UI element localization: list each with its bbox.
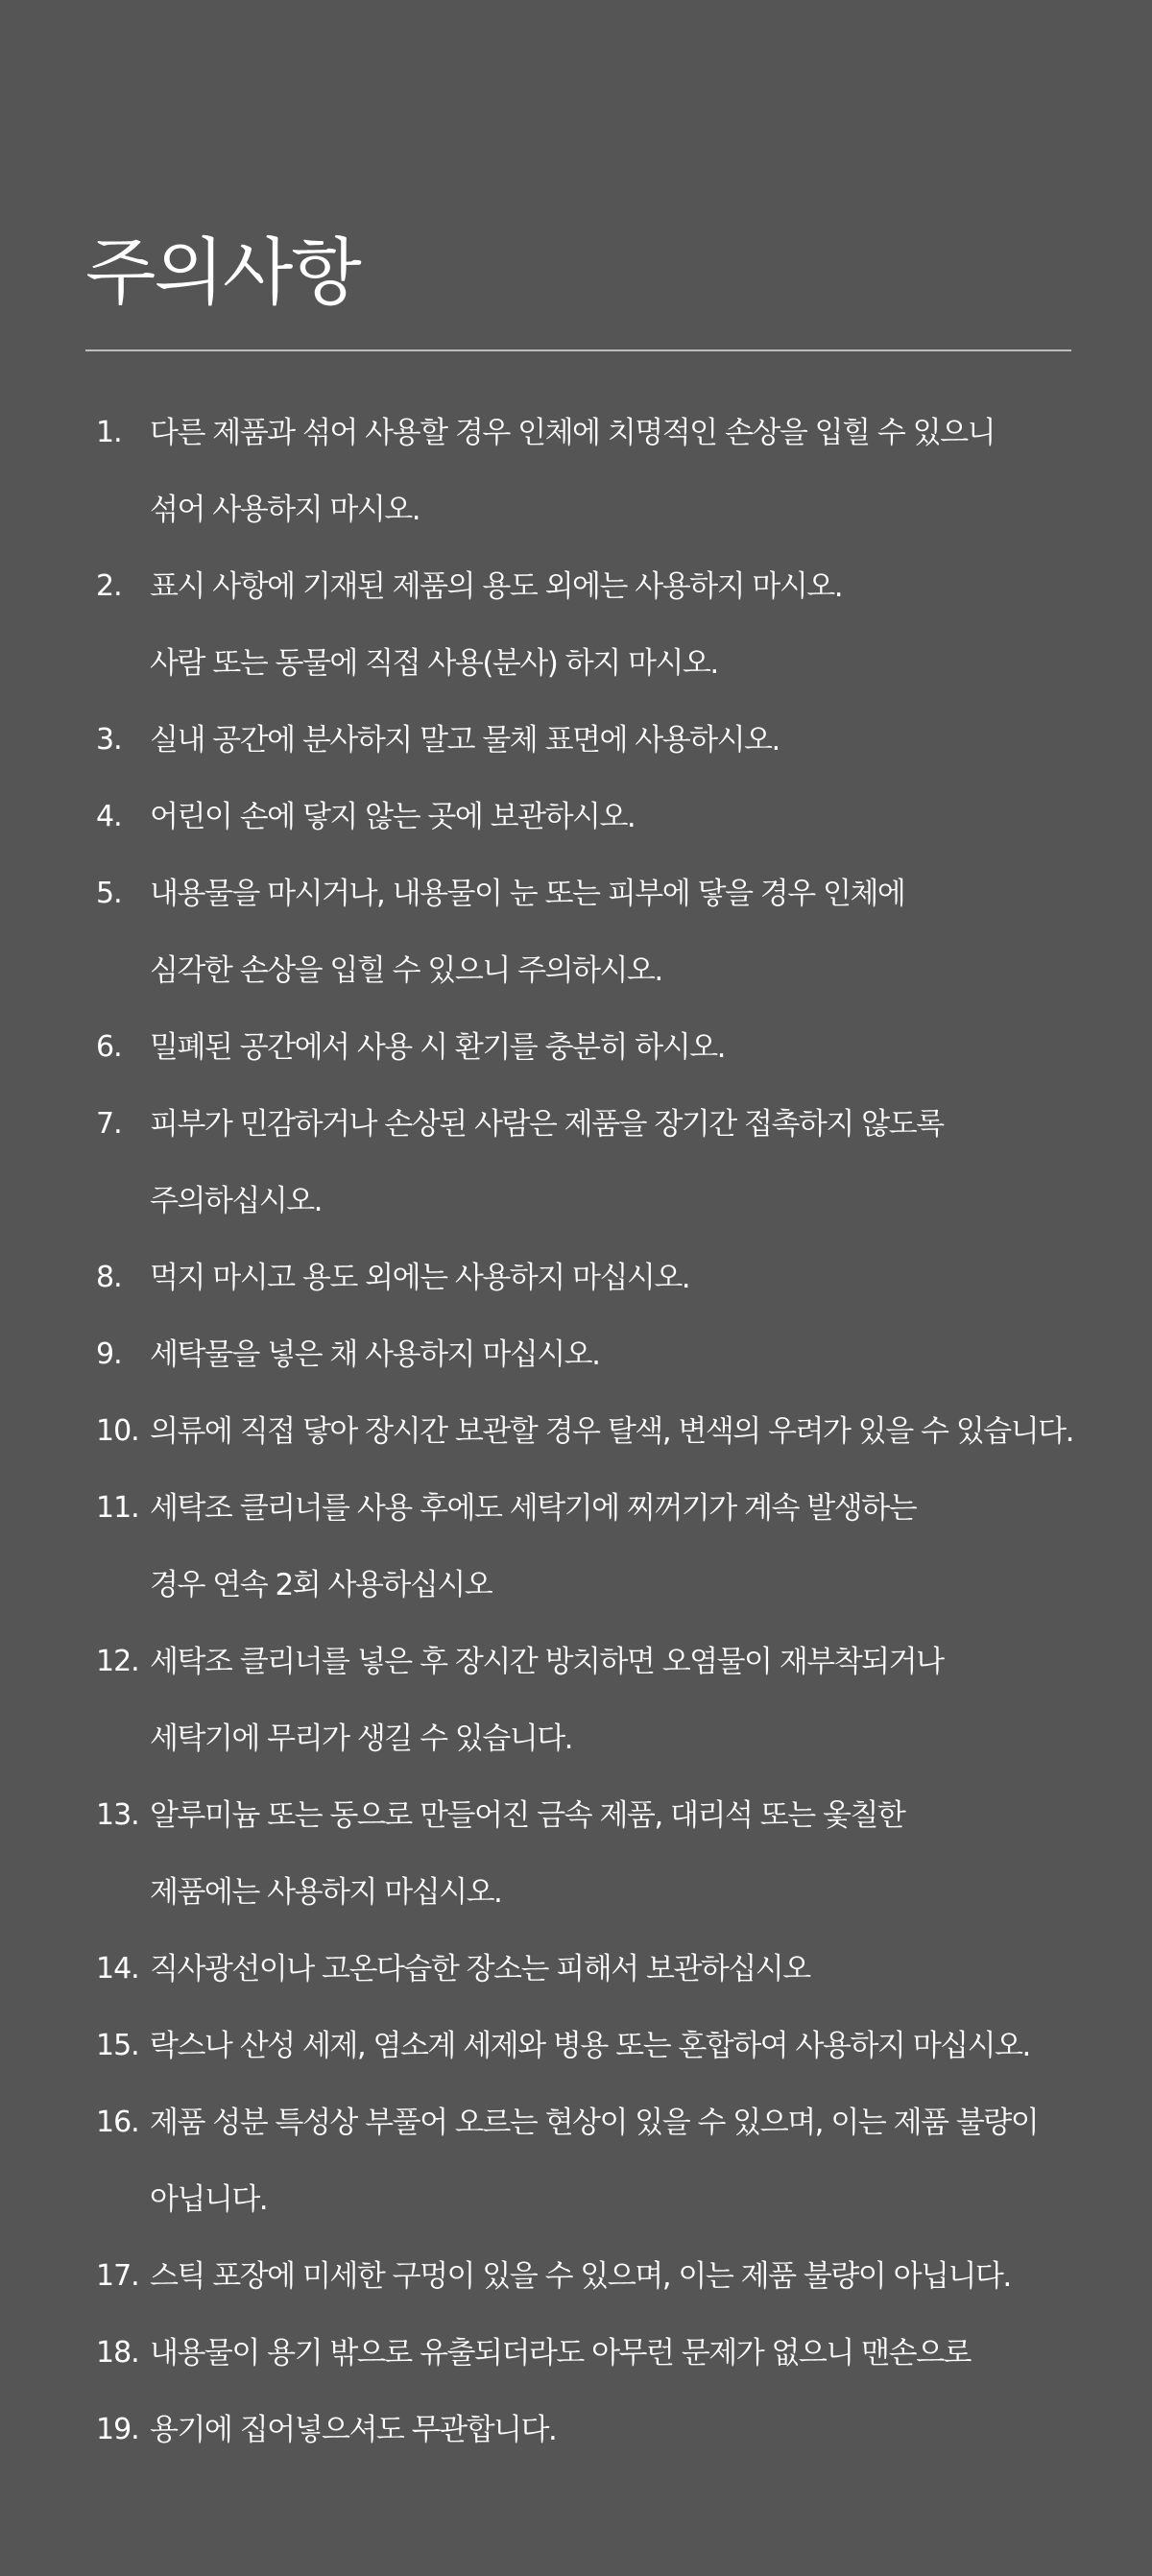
item-text: [150, 1240, 689, 1316]
title-divider: [85, 349, 1071, 351]
precaution-item: [0, 1777, 1152, 1931]
item-number: 5.: [96, 877, 122, 910]
item-text-line: 섞어 사용하지 마시오.: [150, 493, 420, 527]
precaution-item: [0, 2238, 1152, 2315]
item-number: 6.: [96, 1030, 122, 1064]
item-text: [150, 1316, 599, 1393]
item-text-line: 밀폐된 공간에서 사용 시 환기를 충분히 하시오.: [150, 1030, 725, 1065]
item-text: [150, 1393, 1073, 1470]
precaution-item: [0, 1240, 1152, 1316]
item-number: 9.: [96, 1337, 122, 1371]
item-text: [150, 702, 780, 779]
item-text: [150, 1470, 916, 1624]
item-text-line: 아닙니다.: [150, 2182, 268, 2217]
item-text-line: 세탁기에 무리가 생길 수 있습니다.: [150, 1721, 573, 1756]
precaution-item: [0, 2392, 1152, 2468]
item-number: 17.: [96, 2259, 139, 2293]
item-text: [150, 2392, 556, 2468]
item-number: 16.: [96, 2106, 139, 2139]
item-number: 8.: [96, 1261, 122, 1294]
item-text-line: 스틱 포장에 미세한 구멍이 있을 수 있으며, 이는 제품 불량이 아닙니다.: [150, 2259, 1011, 2294]
item-text-line: 경우 연속 2회 사용하십시오: [150, 1568, 492, 1602]
item-text-line: 다른 제품과 섞어 사용할 경우 인체에 치명적인 손상을 입힐 수 있으니: [150, 416, 996, 450]
precaution-item: [0, 2084, 1152, 2238]
item-text-line: 의류에 직접 닿아 장시간 보관할 경우 탈색, 변색의 우려가 있을 수 있습니다.: [150, 1414, 1073, 1449]
item-text-line: 세탁물을 넣은 채 사용하지 마십시오.: [150, 1337, 600, 1372]
item-text-line: 제품 성분 특성상 부풀어 오르는 현상이 있을 수 있으며, 이는 제품 불량이: [150, 2106, 1039, 2140]
precaution-item: [0, 1086, 1152, 1240]
item-number: 15.: [96, 2029, 139, 2062]
item-number: 3.: [96, 723, 122, 757]
item-text: [150, 395, 995, 548]
item-number: 2.: [96, 569, 122, 603]
item-text-line: 표시 사항에 기재된 제품의 용도 외에는 사용하지 마시오.: [150, 569, 843, 604]
item-text: [150, 1777, 904, 1931]
page-title: 주의사항: [85, 229, 360, 315]
item-text-line: 직사광선이나 고온다습한 장소는 피해서 보관하십시오: [150, 1952, 810, 1986]
item-text-line: 실내 공간에 분사하지 말고 물체 표면에 사용하시오.: [150, 723, 780, 758]
item-number: 1.: [96, 416, 122, 449]
precaution-item: [0, 1931, 1152, 2008]
item-text-line: 심각한 손상을 입힐 수 있으니 주의하시오.: [150, 953, 662, 988]
precaution-item: [0, 2315, 1152, 2392]
item-text-line: 내용물이 용기 밖으로 유출되더라도 아무런 문제가 없으니 맨손으로: [150, 2336, 971, 2371]
precaution-item: [0, 702, 1152, 779]
item-text-line: 내용물을 마시거나, 내용물이 눈 또는 피부에 닿을 경우 인체에: [150, 877, 905, 911]
item-text: [150, 2315, 971, 2392]
item-text: [150, 779, 635, 855]
precaution-item: [0, 1316, 1152, 1393]
item-text-line: 먹지 마시고 용도 외에는 사용하지 마십시오.: [150, 1261, 690, 1295]
precaution-item: [0, 1393, 1152, 1470]
precaution-item: [0, 2008, 1152, 2084]
item-number: 18.: [96, 2336, 139, 2370]
item-number: 10.: [96, 1414, 139, 1448]
precaution-item: [0, 1624, 1152, 1777]
item-text-line: 주의하십시오.: [150, 1184, 323, 1218]
item-number: 19.: [96, 2413, 139, 2446]
item-text: [150, 2008, 1030, 2084]
precaution-item: [0, 548, 1152, 702]
item-text: [150, 1931, 810, 2008]
precaution-item: [0, 395, 1152, 548]
item-text: [150, 2084, 1038, 2238]
item-text: [150, 1086, 944, 1240]
item-text-line: 세탁조 클리너를 넣은 후 장시간 방치하면 오염물이 재부착되거나: [150, 1645, 944, 1679]
item-text: [150, 548, 842, 702]
item-text-line: 사람 또는 동물에 직접 사용(분사) 하지 마시오.: [150, 646, 718, 681]
item-number: 13.: [96, 1798, 139, 1832]
item-text: [150, 1624, 944, 1777]
item-text-line: 락스나 산성 세제, 염소계 세제와 병용 또는 혼합하여 사용하지 마십시오.: [150, 2029, 1030, 2063]
item-text-line: 세탁조 클리너를 사용 후에도 세탁기에 찌꺼기가 계속 발생하는: [150, 1491, 917, 1526]
item-text: [150, 1009, 725, 1086]
item-number: 12.: [96, 1645, 139, 1678]
precautions-list: [0, 395, 1152, 2468]
item-text-line: 어린이 손에 닿지 않는 곳에 보관하시오.: [150, 800, 636, 834]
item-text-line: 피부가 민감하거나 손상된 사람은 제품을 장기간 접촉하지 않도록: [150, 1107, 944, 1142]
item-text: [150, 2238, 1011, 2315]
precaution-item: [0, 1470, 1152, 1624]
item-text: [150, 855, 904, 1009]
precaution-item: [0, 779, 1152, 855]
item-number: 11.: [96, 1491, 139, 1525]
item-number: 4.: [96, 800, 122, 833]
item-number: 7.: [96, 1107, 122, 1141]
item-text-line: 용기에 집어넣으셔도 무관합니다.: [150, 2413, 557, 2447]
precaution-item: [0, 1009, 1152, 1086]
item-text-line: 알루미늄 또는 동으로 만들어진 금속 제품, 대리석 또는 옻칠한: [150, 1798, 905, 1833]
item-text-line: 제품에는 사용하지 마십시오.: [150, 1875, 502, 1910]
precaution-item: [0, 855, 1152, 1009]
item-number: 14.: [96, 1952, 139, 1986]
